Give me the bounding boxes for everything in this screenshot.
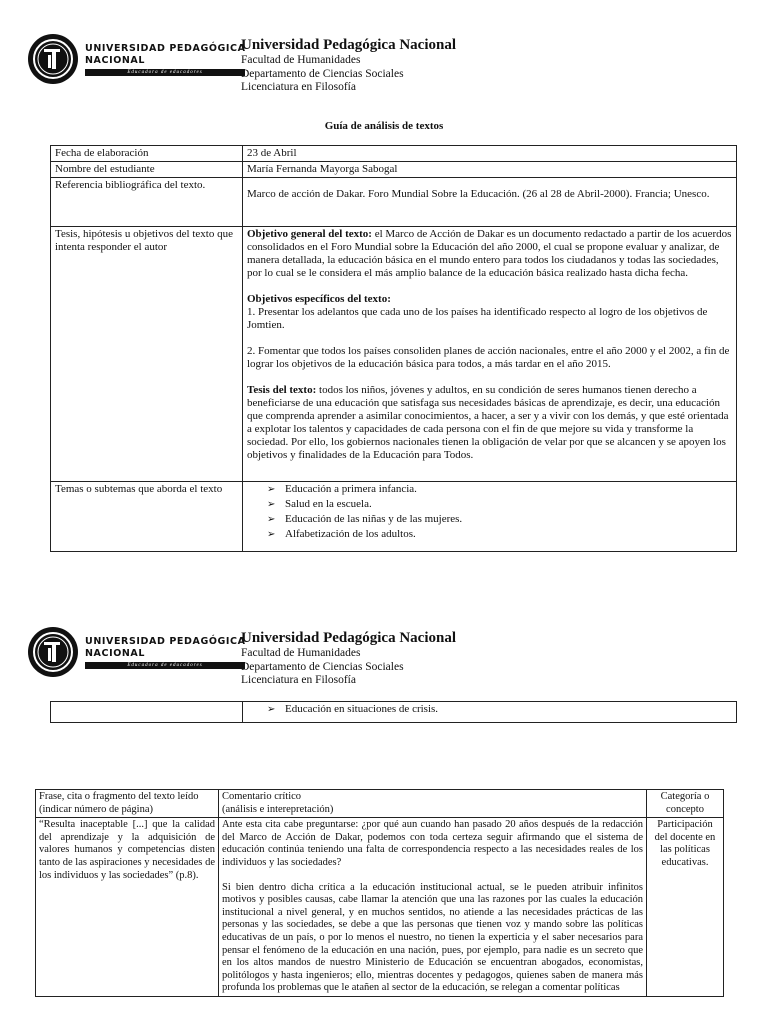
ref-cell bbox=[243, 178, 737, 227]
arrow-bullet-icon: ➢ bbox=[267, 514, 276, 525]
temas-list bbox=[247, 702, 732, 717]
logo-tagline: Educadora de educadores bbox=[85, 662, 245, 669]
fecha-label: Fecha de elaboración bbox=[51, 146, 243, 162]
ref-label: Referencia bibliográfica del texto. bbox=[51, 178, 243, 227]
nombre-label: Nombre del estudiante bbox=[51, 162, 243, 178]
table-row bbox=[51, 146, 737, 162]
table-row bbox=[36, 790, 724, 818]
list-item: ➢ Salud en la escuela. bbox=[267, 498, 372, 510]
tesis-cell bbox=[243, 227, 737, 482]
arrow-bullet-icon: ➢ bbox=[267, 484, 276, 495]
arrow-bullet-icon: ➢ bbox=[267, 704, 276, 715]
nombre-value: María Fernanda Mayorga Sabogal bbox=[243, 162, 737, 178]
continuation-table bbox=[50, 701, 737, 723]
arrow-bullet-icon: ➢ bbox=[267, 529, 276, 540]
list-item: ➢ Educación a primera infancia. bbox=[267, 483, 417, 495]
faculty: Facultad de Humanidades bbox=[241, 647, 361, 659]
obj-general bbox=[247, 228, 732, 280]
col1-header: Frase, cita o fragmento del texto leído bbox=[39, 791, 199, 802]
university-logo bbox=[27, 626, 246, 682]
table-row bbox=[36, 818, 724, 997]
obj-general-text: el Marco de Acción de Dakar es un documento redactado a partir de los acuerdos consolidados en el Foro Mundial sobre la Educación del año 2000, el cual se propone evaluar y analizar, de manera detallada, la educación básica en el mundo entero para todos los ciudadanos y todas las sociedades, por lo cual se le considera el más amplio balance de la educación básica realizado hasta dicha fecha. bbox=[247, 228, 732, 279]
tesis-label: Tesis, hipótesis u objetivos del texto que intenta responder el autor bbox=[51, 227, 243, 482]
department: Departamento de Ciencias Sociales bbox=[241, 660, 404, 673]
table-row bbox=[51, 227, 737, 482]
table-row bbox=[51, 162, 737, 178]
obj-general-title: Objetivo general del texto: bbox=[247, 228, 372, 240]
table-row bbox=[51, 178, 737, 227]
table-row bbox=[51, 702, 737, 723]
col1-sub: (indicar número de página) bbox=[39, 803, 153, 815]
arrow-bullet-icon: ➢ bbox=[267, 499, 276, 510]
temas-cell bbox=[243, 482, 737, 552]
obj-2: 2. Fomentar que todos los países consoliden planes de acción nacionales, entre el año 2000 y el 2002, a fin de lograr los objetivos de la educación básica para todos, a más tardar en el año 2015. bbox=[247, 345, 730, 370]
col2-header: Comentario crítico bbox=[222, 791, 302, 802]
list-item: ➢ Educación en situaciones de crisis. bbox=[267, 703, 439, 715]
tesis-paragraph bbox=[247, 384, 732, 462]
temas-list bbox=[247, 482, 732, 542]
faculty: Facultad de Humanidades bbox=[241, 54, 361, 66]
critical-table bbox=[35, 789, 724, 997]
list-item: ➢ Educación de las niñas y de las mujeres. bbox=[267, 513, 463, 525]
comment-p2: Si bien dentro dicha crítica a la educación institucional actual, se le pueden atribuir infinitos motivos y posibles causas, cabe llamar la atención que una las razones por las cuales la educación institucional a nivel general, y en muchos sentidos, no atiende a las necesidades prácticas de las personas y las sociedades, se debe a que las personas que tienen voz y mando sobre las políticas educativas de un país, o por lo menos el nuestro, no tienen la experticia y el saber necesarios para pensar el fenómeno de la educación en una nación, pues, por ejemplo, para nadie es un secreto que en los altos mandos de nuestro Ministerio de Educación se encuentran abogados, economistas, politólogos y hasta ingenieros; ello, mientras docentes y pedagogos, quienes saben de manera más profunda los problemas que le atañen al sector de la educación, se relegan a comentar políticas bbox=[222, 881, 643, 994]
category-cell: Participación del docente en las políticas educativas. bbox=[647, 818, 724, 997]
seal-icon bbox=[27, 626, 79, 678]
table-row bbox=[51, 482, 737, 552]
department: Departamento de Ciencias Sociales bbox=[241, 67, 404, 80]
col2-header-cell bbox=[219, 790, 647, 818]
university-logo bbox=[27, 33, 246, 89]
university-header bbox=[241, 629, 456, 688]
ref-value: Marco de acción de Dakar. Foro Mundial Sobre la Educación. (26 al 28 de Abril-2000). Francia; Unesco. bbox=[247, 188, 710, 200]
logo-line2: NACIONAL bbox=[85, 55, 146, 66]
program: Licenciatura en Filosofía bbox=[241, 81, 356, 93]
comment-cell bbox=[219, 818, 647, 997]
guide-title: Guía de análisis de textos bbox=[324, 120, 444, 132]
quote-cell: “Resulta inaceptable [...] que la calidad del aprendizaje y la adquisición de valores humanos y competencias disten tanto de las aspiraciones y necesidades de los individuos y las sociedades” (p.8). bbox=[36, 818, 219, 997]
program: Licenciatura en Filosofía bbox=[241, 674, 356, 686]
temas-cell bbox=[243, 702, 737, 723]
comment-p1: Ante esta cita cabe preguntarse: ¿por qué aun cuando han pasado 20 años después de la redacción del Marco de Acción de Dakar, podemos con toda certeza seguir afirmando que el sistema de educación continúa teniendo una falta de correspondencia respecto a las necesidades reales de los individuos y las sociedades? bbox=[222, 819, 643, 868]
tesis-text: todos los niños, jóvenes y adultos, en su condición de seres humanos tienen derecho a beneficiarse de una educación que satisfaga sus necesidades básicas de aprendizaje, es decir, una educación que comprenda aprender a asimilar conocimientos, a hacer, a ser y a vivir con los demás, y que esté orientada a explotar los talentos y capacidades de cada persona con el fin de que mejore su vida y transforme la sociedad. Por ello, los gobiernos nacionales tienen la obligación de velar por que se alcancen y se apoyen los objetivos y finalidades de la Educación para Todos. bbox=[247, 384, 729, 461]
logo-line2: NACIONAL bbox=[85, 648, 146, 659]
university-title: Universidad Pedagógica Nacional bbox=[241, 37, 457, 53]
logo-line1: UNIVERSIDAD PEDAGÓGICA bbox=[85, 43, 246, 54]
obj-1: 1. Presentar los adelantos que cada uno de los países ha identificado respecto al logro de los objetivos de Jomtien. bbox=[247, 306, 708, 331]
obj-especificos bbox=[247, 293, 732, 306]
logo-line1: UNIVERSIDAD PEDAGÓGICA bbox=[85, 636, 246, 647]
university-title: Universidad Pedagógica Nacional bbox=[241, 630, 457, 646]
tesis-title: Tesis del texto: bbox=[247, 384, 317, 396]
col3-header: Categoría o concepto bbox=[647, 790, 724, 818]
logo-tagline: Educadora de educadores bbox=[85, 69, 245, 76]
temas-label: Temas o subtemas que aborda el texto bbox=[51, 482, 243, 552]
seal-icon bbox=[27, 33, 79, 85]
fecha-value: 23 de Abril bbox=[243, 146, 737, 162]
empty-label-cell bbox=[51, 702, 243, 723]
university-header bbox=[241, 36, 456, 95]
obj-especificos-title: Objetivos específicos del texto: bbox=[247, 293, 391, 305]
col2-sub: (análisis e interepretación) bbox=[222, 803, 334, 815]
col1-header-cell bbox=[36, 790, 219, 818]
list-item: ➢ Alfabetización de los adultos. bbox=[267, 528, 416, 540]
analysis-table bbox=[50, 145, 737, 552]
